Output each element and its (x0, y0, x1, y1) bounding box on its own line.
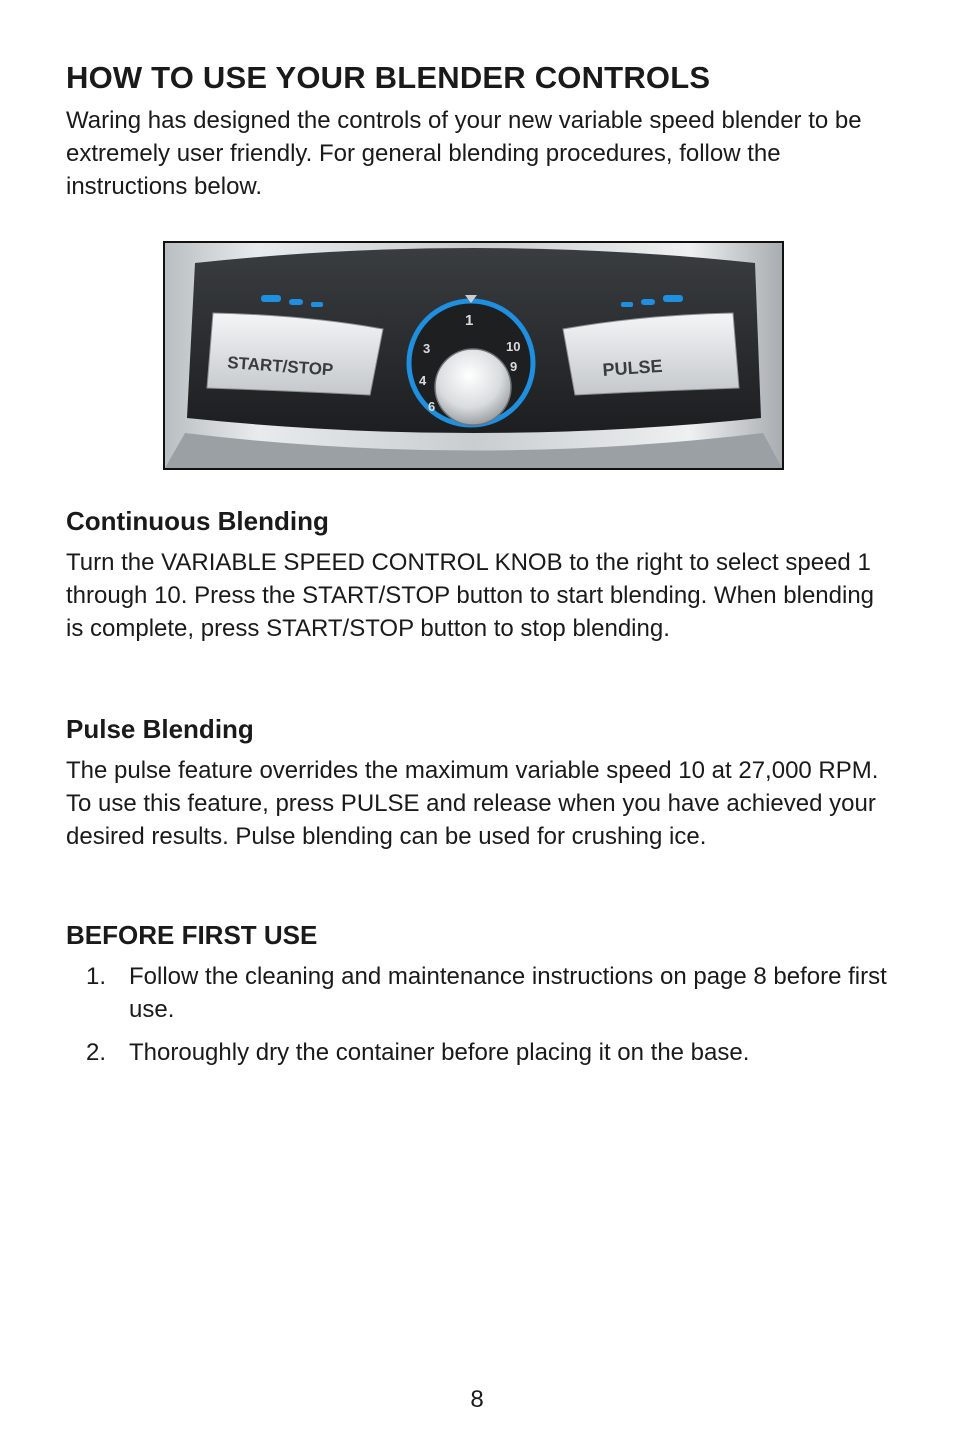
list-item (66, 1036, 896, 1069)
page-header (66, 58, 896, 203)
before-first-use-list (66, 960, 896, 1069)
svg-text:9: 9 (510, 359, 518, 374)
control-panel-illustration (165, 243, 782, 468)
page-title: HOW TO USE YOUR BLENDER CONTROLS (66, 60, 711, 95)
start-stop-label: START/STOP (226, 353, 334, 380)
svg-text:3: 3 (423, 341, 431, 356)
pulse-label: PULSE (601, 355, 664, 380)
knob-cap (435, 349, 511, 425)
list-item (66, 960, 896, 1026)
pulse-blending-title: Pulse Blending (66, 714, 254, 744)
list-item-text: Follow the cleaning and maintenance instructions on page 8 before first use. (129, 963, 887, 1023)
svg-text:1: 1 (465, 312, 474, 329)
svg-text:4: 4 (419, 373, 427, 388)
start-stop-button[interactable] (207, 313, 383, 395)
page-number: 8 (470, 1386, 484, 1413)
list-item-text: Thoroughly dry the container before placing it on the base. (129, 1039, 750, 1066)
list-item-number: 1. (86, 963, 107, 990)
pulse-button[interactable] (563, 313, 739, 395)
pulse-blending-text: The pulse feature overrides the maximum variable speed 10 at 27,000 RPM. To use this feature, press PULSE and release when you have achieved your desired results. Pulse blending can be used for crushing ice. (66, 757, 879, 850)
pulse-blending-section (66, 712, 896, 853)
list-item-number: 2. (86, 1039, 107, 1066)
continuous-blending-title: Continuous Blending (66, 506, 329, 536)
continuous-blending-section (66, 504, 896, 645)
svg-text:6: 6 (428, 399, 436, 414)
blender-control-panel-photo (163, 241, 784, 470)
before-first-use-title: BEFORE FIRST USE (66, 920, 318, 950)
continuous-blending-text: Turn the VARIABLE SPEED CONTROL KNOB to the right to select speed 1 through 10. Press the START/STOP button to start blending. When blending is complete, press START/STOP button to stop blending. (66, 549, 875, 642)
svg-text:10: 10 (506, 339, 521, 354)
before-first-use-section (66, 918, 896, 1079)
intro-paragraph: Waring has designed the controls of your new variable speed blender to be extremely user friendly. For general blending procedures, follow the instructions below. (66, 107, 862, 200)
